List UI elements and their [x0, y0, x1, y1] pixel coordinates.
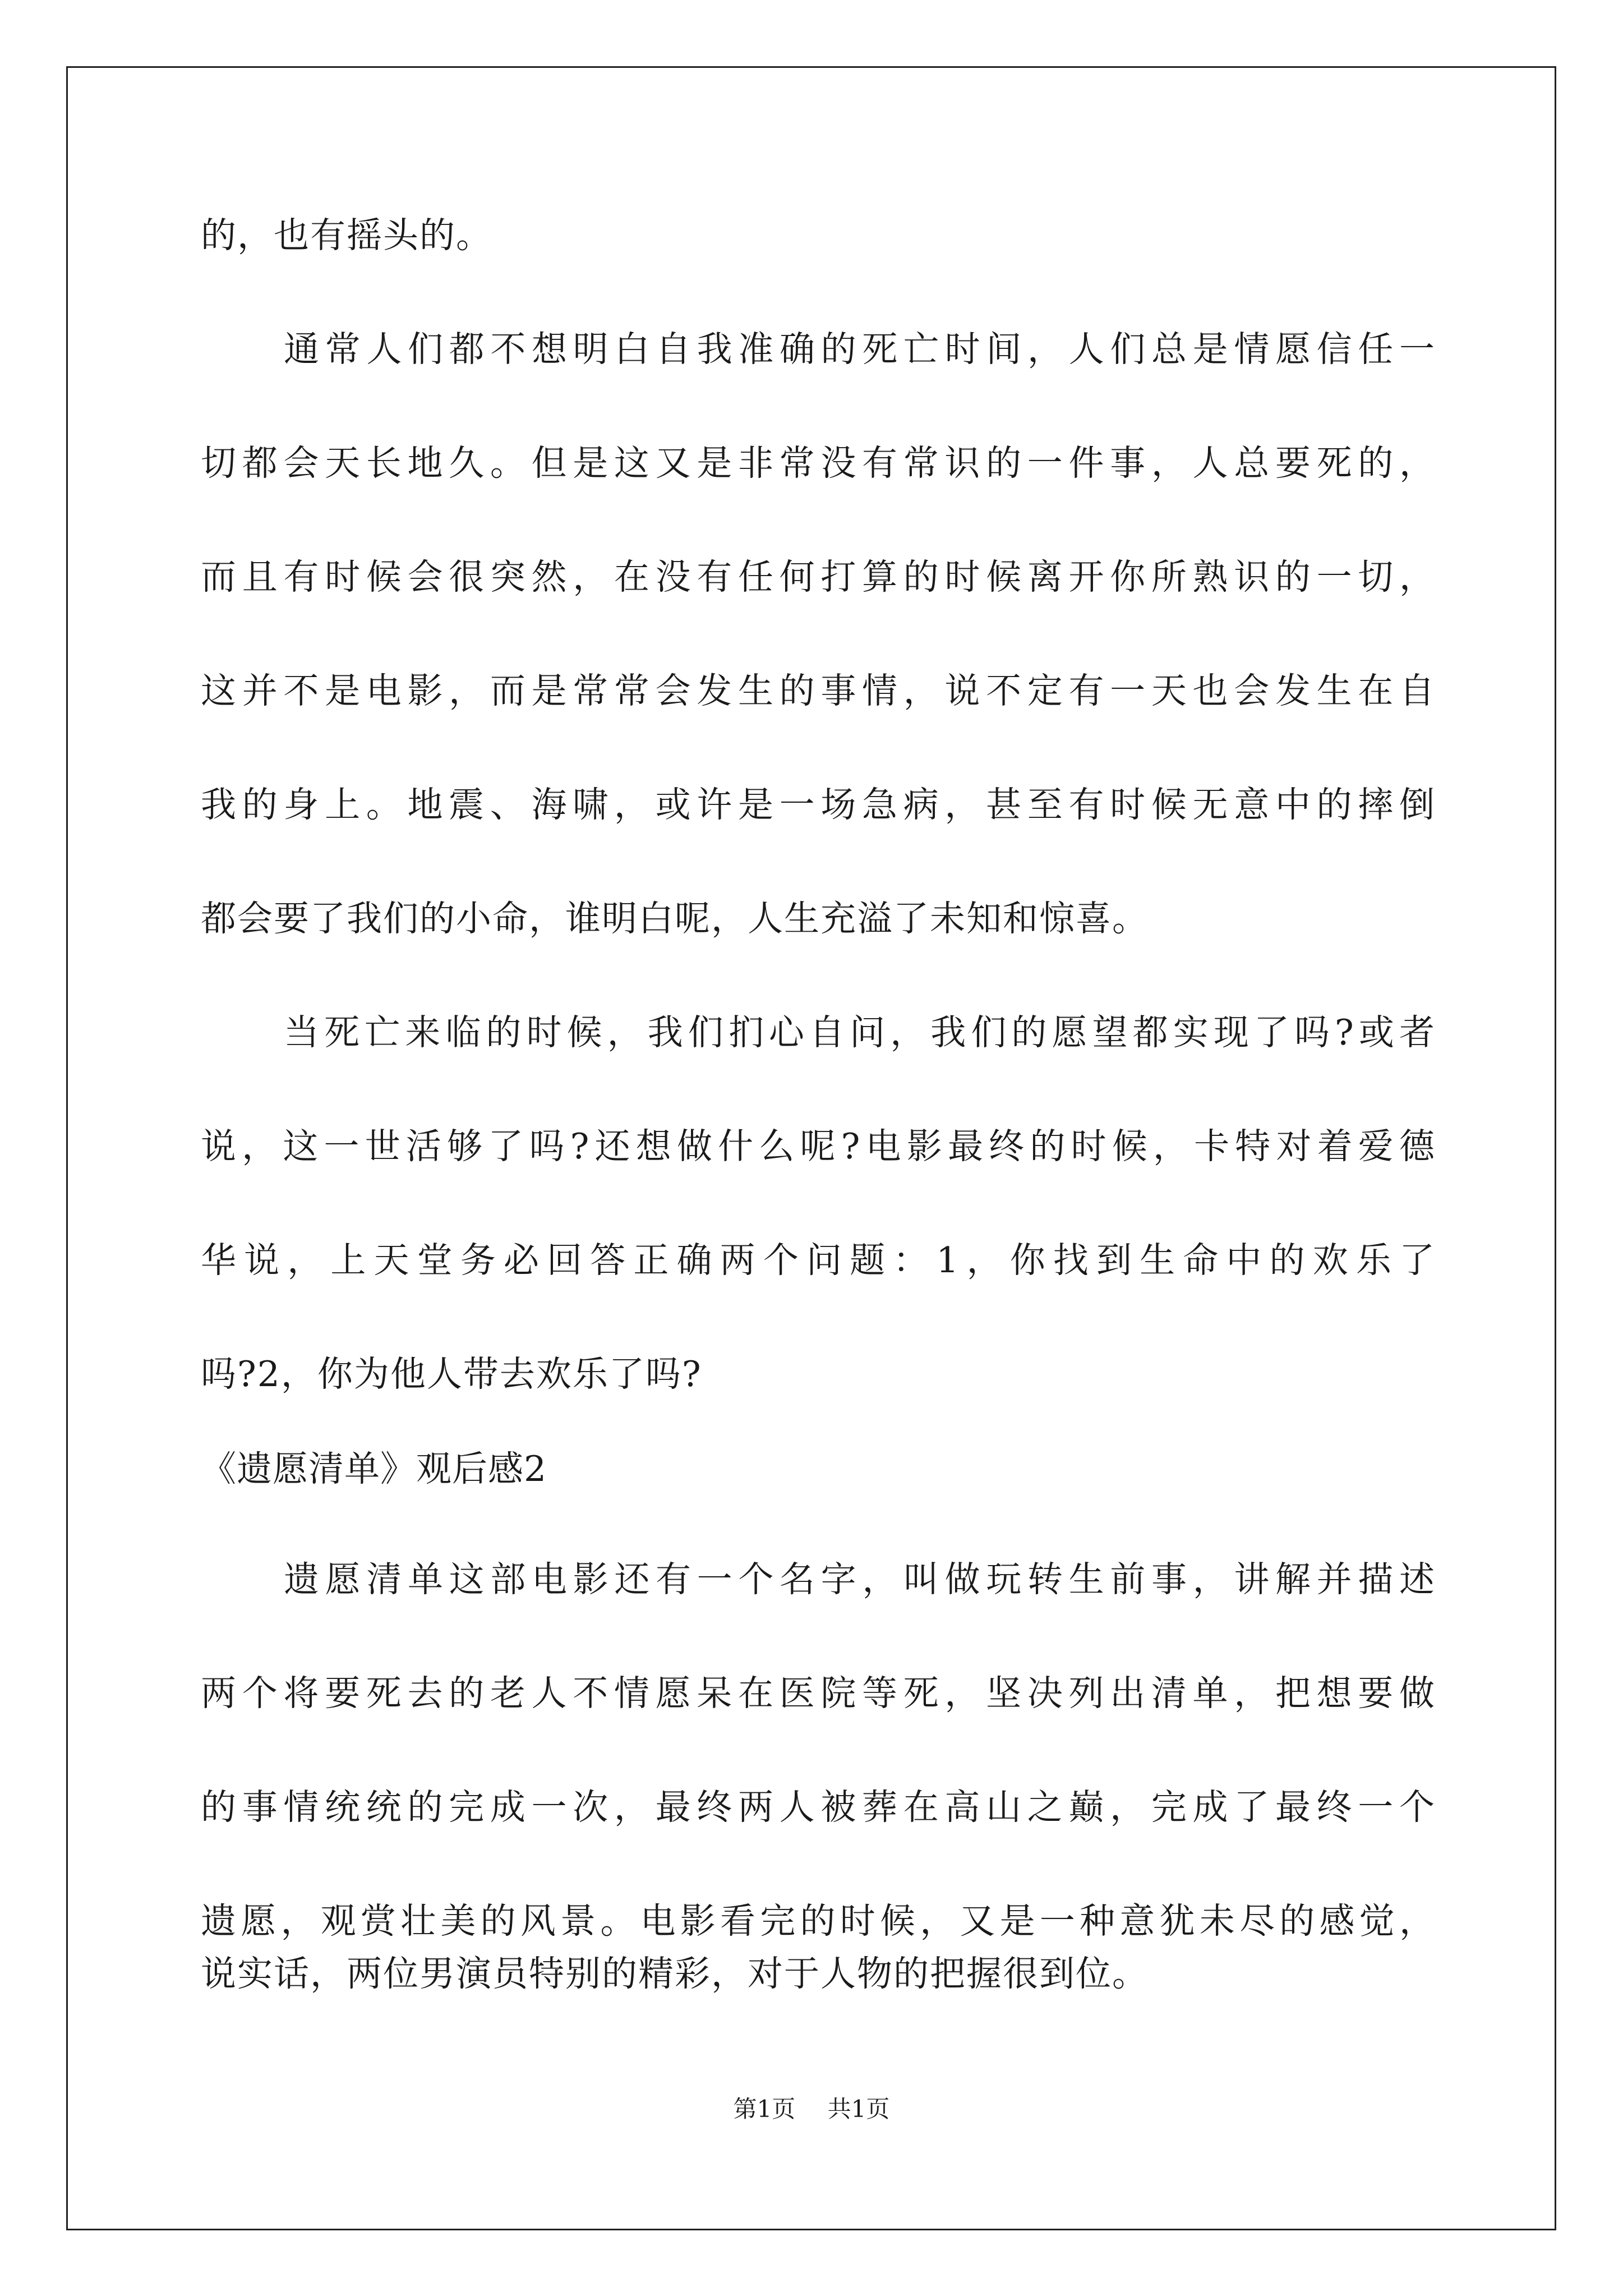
page-footer [0, 2092, 1623, 2126]
text-line: 而且有时候会很突然，在没有任何打算的时候离开你所熟识的一切， [201, 556, 1435, 597]
text-line: 的事情统统的完成一次，最终两人被葬在高山之巅，完成了最终一个 [201, 1787, 1435, 1828]
text-line: 遗愿清单这部电影还有一个名字，叫做玩转生前事，讲解并描述 [284, 1559, 1435, 1600]
text-line: 通常人们都不想明白自我准确的死亡时间，人们总是情愿信任一 [284, 329, 1435, 370]
text-line: 都会要了我们的小命，谁明白呢，人生充溢了未知和惊喜。 [201, 898, 1149, 939]
text-line: 说，这一世活够了吗?还想做什么呢?电影最终的时候，卡特对着爱德 [201, 1126, 1435, 1167]
text-line: 切都会天长地久。但是这又是非常没有常识的一件事，人总要死的， [201, 443, 1435, 484]
text-line: 两个将要死去的老人不情愿呆在医院等死，坚决列出清单，把想要做 [201, 1673, 1435, 1714]
text-line: 说实话，两位男演员特别的精彩，对于人物的把握很到位。 [201, 1953, 1149, 1994]
text-line: 吗?2，你为他人带去欢乐了吗? [201, 1354, 702, 1395]
page-total: 共1页 [827, 2095, 890, 2123]
text-line: 遗愿，观赏壮美的风景。电影看完的时候，又是一种意犹未尽的感觉， [201, 1901, 1435, 1941]
text-line: 我的身上。地震、海啸，或许是一场急病，甚至有时候无意中的摔倒 [201, 784, 1435, 825]
text-line: 华说，上天堂务必回答正确两个问题：1，你找到生命中的欢乐了 [201, 1240, 1435, 1281]
text-line: 这并不是电影，而是常常会发生的事情，说不定有一天也会发生在自 [201, 670, 1435, 711]
page-number: 第1页 [733, 2095, 796, 2123]
text-line: 的，也有摇头的。 [201, 215, 492, 256]
section-heading: 《遗愿清单》观后感2 [201, 1448, 547, 1489]
text-line: 当死亡来临的时候，我们扪心自问，我们的愿望都实现了吗?或者 [284, 1012, 1435, 1053]
